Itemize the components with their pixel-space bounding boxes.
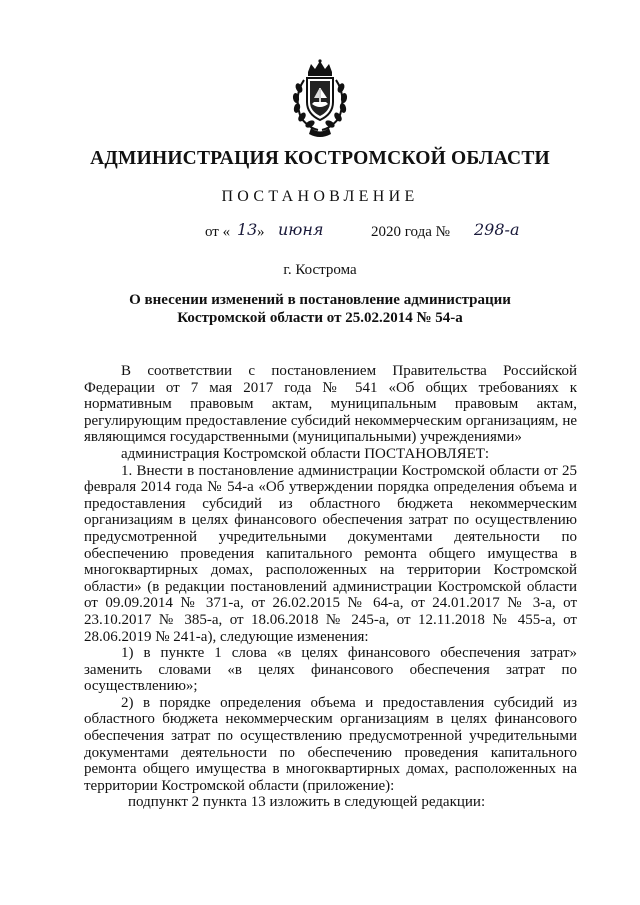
coat-of-arms-icon: [287, 58, 353, 138]
paragraph-resolves: администрация Костромской области ПОСТАНОВЛЯЕТ:: [121, 445, 490, 462]
subject-line-1: О внесении изменений в постановление администрации: [129, 292, 511, 308]
date-year: 2020 года №: [371, 224, 450, 240]
paragraph-item-1: 1. Внести в постановление администрации Костромской области от 25 февраля 2014 года № 54-а «Об утверждении порядка определения объема и предоставления субсидий из областного бюджета некоммерческим организациям в целях финансового обеспечения затрат по осуществлению предусмотренной учредительными документами деятельности по обеспечению проведения капитального ремонта общего имущества в многоквартирных домах, расположенных на территории Костромской области» (в редакции постановлений администрации Костромской области от 09.09.2014 № 371-а, от 26.02.2015 № 64-а, от 24.01.2017 № 3-а, от 23.10.2017 № 385-а, от 18.06.2018 № 245-а, от 12.11.2018 № 455-а, от 28.06.2019 № 241-а), следующие изменения:: [84, 462, 577, 645]
paragraph-preamble: В соответствии с постановлением Правительства Российской Федерации от 7 мая 2017 года № 541 «Об общих требованиях к нормативным правовым актам, муниципальным правовым актам, регулирующим предоставление субсидий некоммерческим организациям, не являющимся государственными (муниципальными) учреждениями»: [84, 363, 577, 446]
document-body: [84, 363, 577, 811]
paragraph-subitem-1: 1) в пункте 1 слова «в целях финансового обеспечения затрат» заменить словами «в целях финансового обеспечения затрат по осуществлению»;: [84, 645, 577, 695]
paragraph-subclause: подпункт 2 пункта 13 изложить в следующей редакции:: [128, 794, 486, 811]
subject-line-2: Костромской области от 25.02.2014 № 54-а: [177, 310, 463, 326]
date-month: июня: [278, 220, 324, 239]
date-prefix: от «: [205, 224, 231, 240]
city: г. Кострома: [283, 262, 357, 278]
organization-title: АДМИНИСТРАЦИЯ КОСТРОМСКОЙ ОБЛАСТИ: [90, 148, 550, 169]
paragraph-subitem-2: 2) в порядке определения объема и предоставления субсидий из областного бюджета некоммерческим организациям в целях финансового обеспечения затрат по осуществлению предусмотренной учредительными документами деятельности по обеспечению проведения капитального ремонта общего имущества в многоквартирных домах, расположенных на территории Костромской области (приложение):: [84, 694, 577, 794]
document-subject: [0, 291, 640, 327]
document-type: ПОСТАНОВЛЕНИЕ: [221, 188, 419, 205]
date-number-line: [0, 222, 640, 248]
date-day: 13: [237, 220, 258, 239]
document-number: 298-а: [474, 220, 520, 239]
date-mid: »: [257, 224, 265, 240]
